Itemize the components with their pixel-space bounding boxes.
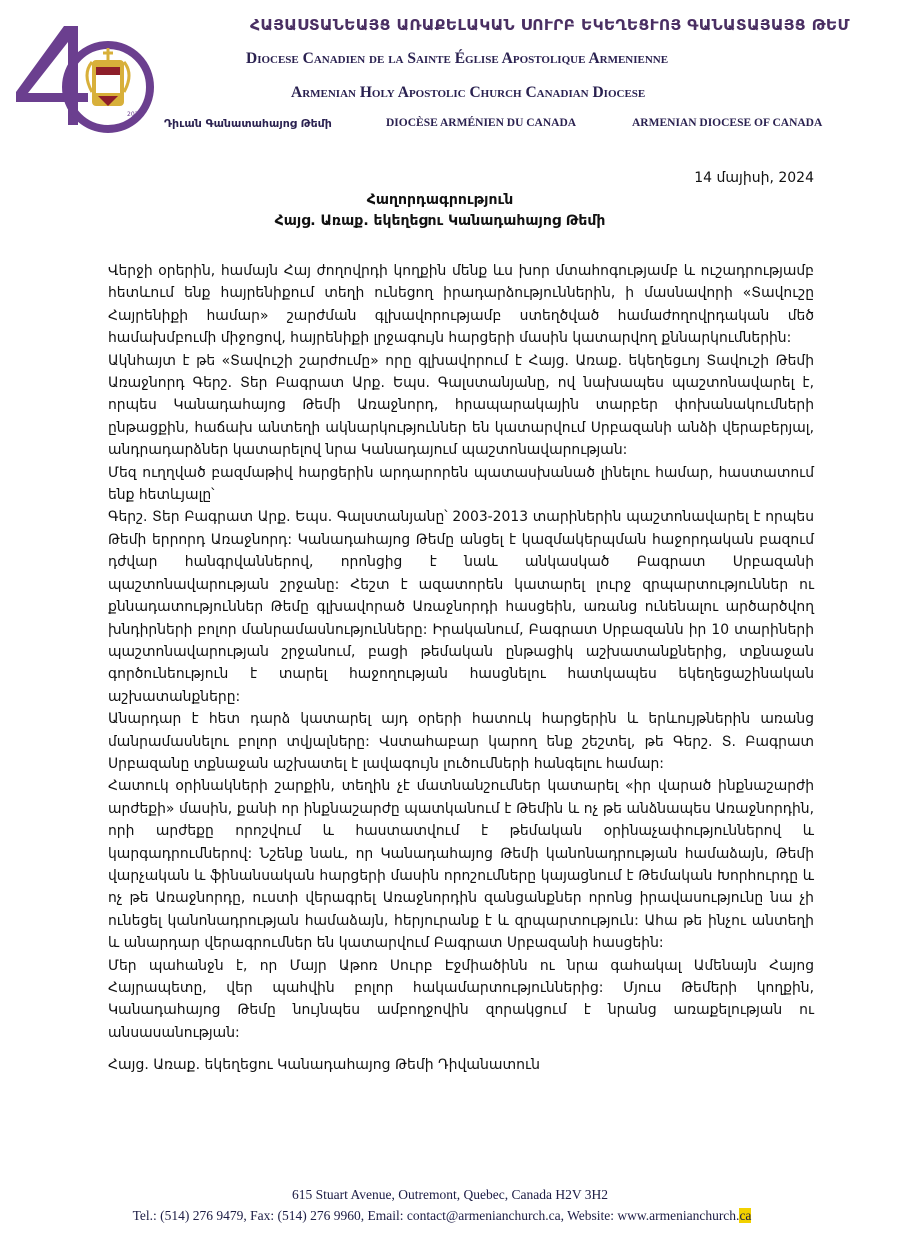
- logo-year: 2024: [127, 111, 143, 118]
- paragraph-5: Անարդար է հետ դարձ կատարել այդ օրերի հատուկ հարցերին և երևույթներին առանց մանրամասնելու բոլոր տվյալները: Վստահաբար կարող ենք շեշտել, թե Գերշ. Տ. Բագրատ Սրբազանը տքնաջան աշխատել է լավագույն լուծումների հանգելու համար:: [108, 711, 814, 772]
- paragraph-4: Գերշ. Տեր Բագրատ Արք. Եպս. Գալստանյանը՝ 2003-2013 տարիներին պաշտոնավարել է որպես Թեմի երրորդ Առաջնորդ: Կանադահայոց Թեմը անցել է կազմակերպման հաջորդական բազում դժվար հանգրվաններով, որոնցից է նաև անկասկած Բագրատ Սրբազանի պաշտոնավարության շրջանը: Հեշտ է ազատորեն կատարել լուրջ զրպարտություններ ու քննադատություններ Թեմը գլխավորած Առաջնորդի հասցեին, առանց ունենալու արծարծվող խնդիրների բոլոր մանրամասնությունները: Իրականում, Բագրատ Սրբազանն իր 10 տարիների պաշտոնավարության շրջանում, բացի թեմական ընթացիկ աշխատանքներից, տքնաջան գործունեություն է տարել հաջողության հասցնելու հատկապես եկեղեցաշինական աշխատանքները:: [108, 509, 814, 705]
- letter-body: [108, 260, 814, 1044]
- footer-address: 615 Stuart Avenue, Outremont, Quebec, Canada H2V 3H2: [292, 1187, 608, 1202]
- french-title: Diocese Canadien de la Sainte Église Apostolique Armenienne: [246, 50, 669, 67]
- footer-contact-highlight: ca: [739, 1208, 752, 1223]
- armenian-title: ՀԱՅԱՍՏԱՆԵԱՅՑ ԱՌԱՔԵԼԱԿԱՆ ՍՈՒՐԲ ԵԿԵՂԵՑՒՈՅ ԳԱՆԱՏԱՅԱՅՑ ԹԵՄ: [250, 16, 850, 34]
- document-subtitle: Հայց. Առաք. եկեղեցու Կանադահայոց Թեմի: [274, 213, 606, 229]
- footer-contact-text: Tel.: (514) 276 9479, Fax: (514) 276 9960, Email: contact@armenianchurch.ca, Website: www.armenianchurch.: [132, 1208, 740, 1223]
- subtitle-english: ARMENIAN DIOCESE OF CANADA: [632, 117, 823, 129]
- document-title: Հաղորդագրություն: [366, 192, 514, 208]
- paragraph-7: Մեր պահանջն է, որ Մայր Աթոռ Սուրբ Էջմիածինն ու նրա գահակալ Ամենայն Հայոց Հայրապետը, վեր պահվին բոլոր հակամարտություններից: Մյուս Թեմերի կողքին, Կանադահայոց Թեմը նույնպես ամբողջովին զորակցում է նրանց առաքելության ու անսասանության:: [108, 957, 814, 1041]
- paragraph-1: Վերջի օրերին, համայն Հայ ժողովրդի կողքին մենք ևս խոր մտահոգությամբ և ուշադրությամբ հետևում ենք հայրենիքում տեղի ունեցող իրադարձություններին, ի մասնավորի «Տավուշը Հայրենիքի համար» շարժման գլխավորությամբ ստեղծված համաժողովրդական մեծ համախմբումի միջոցով, հայրենիքի լրջագույն հարցերի մասին կատարվող քննարկումներին:: [108, 263, 814, 347]
- footer-contact: [0, 1208, 892, 1224]
- document-date: 14 մայիսի, 2024: [694, 170, 814, 186]
- paragraph-2: Ակնհայտ է թե «Տավուշի շարժումը» որը գլխավորում է Հայց. Առաք. եկեղեցւոյ Տավուշի Թեմի Առաջնորդ Գերշ. Տեր Բագրատ Արք. Եպս. Գալստանյանը, ով նախապես պաշտոնավարել է, որպես Կանադահայոց Թեմի Առաջնորդ, հրապարակային տարբեր փոխանակումների ընթացքին, հաճախ անտեղի ակնարկություններ են կատարվում Սրբազանի անձի վերաբերյալ, անդրադարձներ կատարելով նրա Կանադայում պաշտոնավարության:: [108, 352, 814, 459]
- subtitle-french: DIOCÈSE ARMÉNIEN DU CANADA: [386, 117, 577, 129]
- signature: Հայց. Առաք. եկեղեցու Կանադահայոց Թեմի Դիվանատուն: [108, 1057, 540, 1073]
- subtitle-armenian: Դիւան Գանատահայոց Թեմի: [164, 117, 332, 130]
- diocese-40th-anniversary-emblem-icon: [6, 22, 156, 137]
- english-title: Armenian Holy Apostolic Church Canadian Diocese: [291, 84, 646, 101]
- paragraph-6: Հատուկ օրինակների շարքին, տեղին չէ մատնանշումներ կատարել «իր վարած ինքնաշարժի արժեքի» մասին, քանի որ ինքնաշարժը պատկանում է Թեմին և ոչ թե անձնապես Առաջնորդին, որի արժեքը որոշվում և հաստատվում է թեմական օրինաչափություններով և կարգադրումներով: Նշենք նաև, որ Կանադահայոց Թեմի կանոնադրության համաձայն, Թեմի վարչական և ֆինանսական հարցերի մասին որոշումները կայացնում է Թեմական Խորհուրդը և ոչ թե Առաջնորդը, ուստի վերագրել Առաջնորդին զանցանքներ որոնց իրավասությունը նա չի ունեցել կանոնադրության համաձայն, հերյուրանք է և զրպարտություն: Ահա թե ինչու անտեղի և անարդար վերագրումներ են կատարվում Բագրատ Սրբազանի հասցեին:: [108, 778, 814, 952]
- paragraph-3: Մեզ ուղղված բազմաթիվ հարցերին արդարորեն պատասխանած լինելու համար, հաստատում ենք հետևյալը՝: [108, 464, 814, 504]
- letterhead: [0, 0, 900, 150]
